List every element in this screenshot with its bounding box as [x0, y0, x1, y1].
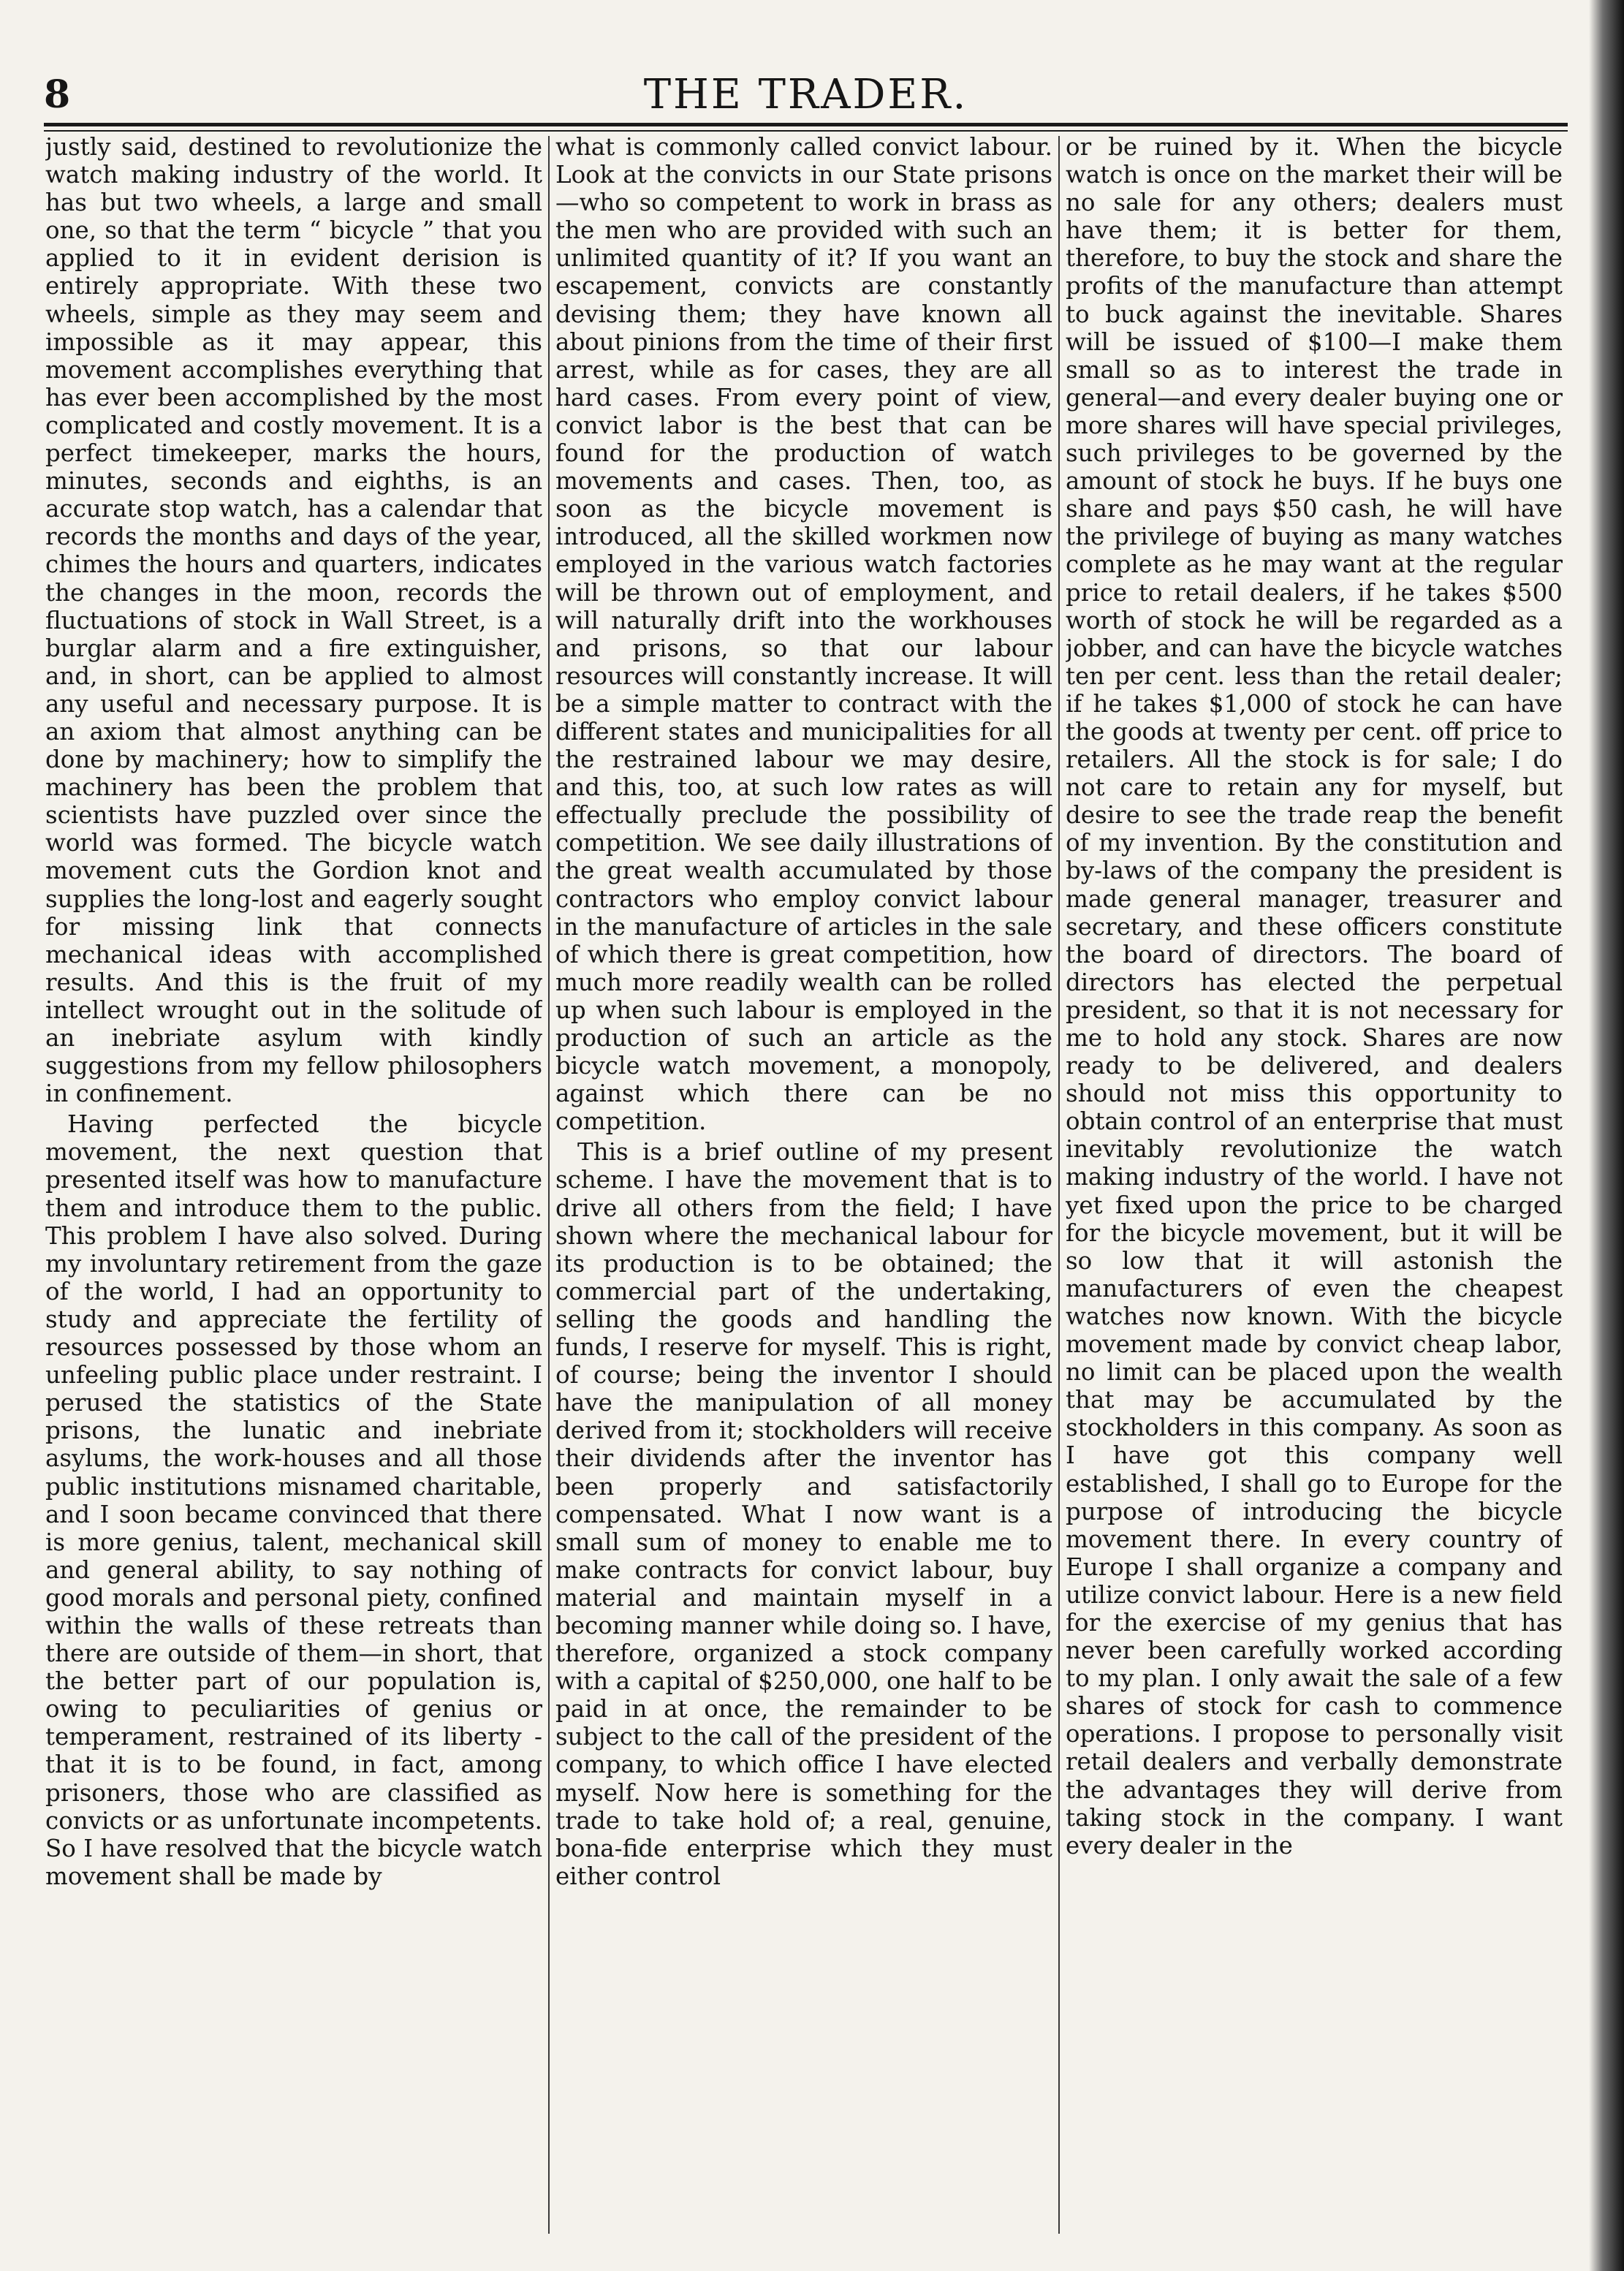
page-number: 8 [44, 72, 71, 117]
paragraph: Having perfected the bicycle movement, the next question that presented itself was how to manufacture them and introduce them to the public. This problem I have also solved. During my involuntary retirement from the gaze of the world, I had an opportunity to study and appreciate the fertility of resources possessed by those whom an unfeeling public place under restraint. I perused the statistics of the State prisons, the lunatic and inebriate asylums, the work-houses and all those public institutions misnamed charitable, and I soon became convinced that there is more genius, talent, mechanical skill and general ability, to say nothing of good morals and personal piety, confined within the walls of these retreats than there are outside of them—in short, that the better part of our population is, owing to peculiarities of genius or temperament, restrained of its liberty - that it is to be found, in fact, among prisoners, those who are classified as convicts or as unfortunate incompetents. So I have resolved that the bicycle watch movement shall be made by [45, 1110, 542, 1890]
paragraph: justly said, destined to revolutionize the watch making industry of the world. It has but two wheels, a large and small one, so that the term “ bicycle ” that you applied to it in evident derision is entirely appropriate. With these two wheels, simple as they may seem and impossible as it may appear, this movement accomplishes everything that has ever been accomplished by the most complicated and costly movement. It is a perfect timekeeper, marks the hours, minutes, seconds and eighths, is an accurate stop watch, has a calendar that records the months and days of the year, chimes the hours and quarters, indicates the changes in the moon, records the fluctuations of stock in Wall Street, is a burglar alarm and a fire extinguisher, and, in short, can be applied to almost any useful and necessary purpose. It is an axiom that almost anything can be done by machinery; how to simplify the machinery has been the problem that scientists have puzzled over since the world was formed. The bicycle watch movement cuts the Gordion knot and supplies the long-lost and eagerly sought for missing link that connects mechanical ideas with accomplished results. And this is the fruit of my intellect wrought out in the solitude of an inebriate asylum with kindly suggestions from my fellow philosophers in confinement. [45, 133, 542, 1108]
paragraph: or be ruined by it. When the bicycle watch is once on the market their will be no sale for any others; dealers must have them; it is better for them, therefore, to buy the stock and share the profits of the manufacture than attempt to buck against the inevitable. Shares will be issued of $100—I make them small so as to interest the trade in general—and every dealer buying one or more shares will have special privileges, such privileges to be governed by the amount of stock he buys. If he buys one share and pays $50 cash, he will have the privilege of buying as many watches complete as he may want at the regular price to retail dealers, if he takes $500 worth of stock he will be regarded as a jobber, and can have the bicycle watches ten per cent. less than the retail dealer; if he takes $1,000 of stock he can have the goods at twenty per cent. off price to retailers. All the stock is for sale; I do not care to retain any for myself, but desire to see the trade reap the benefit of my invention. By the constitution and by-laws of the company the president is made general manager, treasurer and secretary, and these officers constitute the board of directors. The board of directors has elected the perpetual president, so that it is not necessary for me to hold any stock. Shares are now ready to be delivered, and dealers should not miss this opportunity to obtain control of an enterprise that must inevitably revolutionize the watch making industry of the world. I have not yet fixed upon the price to be charged for the bicycle movement, but it will be so low that it will astonish the manufacturers of even the cheapest watches now known. With the bicycle movement made by convict cheap labor, no limit can be placed upon the wealth that may be accumulated by the stockholders in this company. As soon as I have got this company well established, I shall go to Europe for the purpose of introducing the bicycle movement there. In every country of Europe I shall organize a company and utilize convict labour. Here is a new field for the exercise of my genius that has never been carefully worked according to my plan. I only await the sale of a few shares of stock for cash to commence operations. I propose to personally visit retail dealers and verbally demonstrate the advantages they will derive from taking stock in the company. I want every dealer in the [1066, 133, 1563, 1859]
header-rule-thick [44, 123, 1568, 126]
header-rule-thin [44, 130, 1568, 132]
column-divider [548, 136, 550, 2234]
page-edge-shadow [1589, 0, 1624, 2271]
text-column-1 [45, 133, 542, 2238]
paragraph: This is a brief outline of my present scheme. I have the movement that is to drive all others from the field; I have shown where the mechanical labour for its production is to be obtained; the commercial part of the undertaking, selling the goods and handling the funds, I reserve for myself. This is right, of course; being the inventor I should have the manipulation of all money derived from it; stockholders will receive their dividends after the inventor has been properly and satisfactorily compensated. What I now want is a small sum of money to enable me to make contracts for convict labour, buy material and maintain myself in a becoming manner while doing so. I have, therefore, organized a stock company with a capital of $250,000, one half to be paid in at once, the remainder to be subject to the call of the president of the company, to which office I have elected myself. Now here is something for the trade to take hold of; a real, genuine, bona-fide enterprise which they must either control [555, 1138, 1052, 1890]
column-divider [1058, 136, 1060, 2234]
text-column-2 [555, 133, 1052, 2238]
paragraph: what is commonly called convict labour. Look at the convicts in our State prisons —who so competent to work in brass as the men who are provided with such an unlimited quantity of it? If you want an escapement, convicts are constantly devising them; they have known all about pinions from the time of their first arrest, while as for cases, they are all hard cases. From every point of view, convict labor is the best that can be found for the production of watch movements and cases. Then, too, as soon as the bicycle movement is introduced, all the skilled workmen now employed in the various watch factories will be thrown out of employment, and will naturally drift into the workhouses and prisons, so that our labour resources will constantly increase. It will be a simple matter to contract with the different states and municipalities for all the restrained labour we may desire, and this, too, at such low rates as will effectually preclude the possibility of competition. We see daily illustrations of the great wealth accumulated by those contractors who employ convict labour in the manufacture of articles in the sale of which there is great competition, how much more readily wealth can be rolled up when such labour is employed in the production of such an article as the bicycle watch movement, a monopoly, against which there can be no competition. [555, 133, 1052, 1136]
masthead-title: THE TRADER. [643, 71, 968, 118]
page-header [44, 66, 1568, 124]
text-column-3 [1066, 133, 1563, 2238]
